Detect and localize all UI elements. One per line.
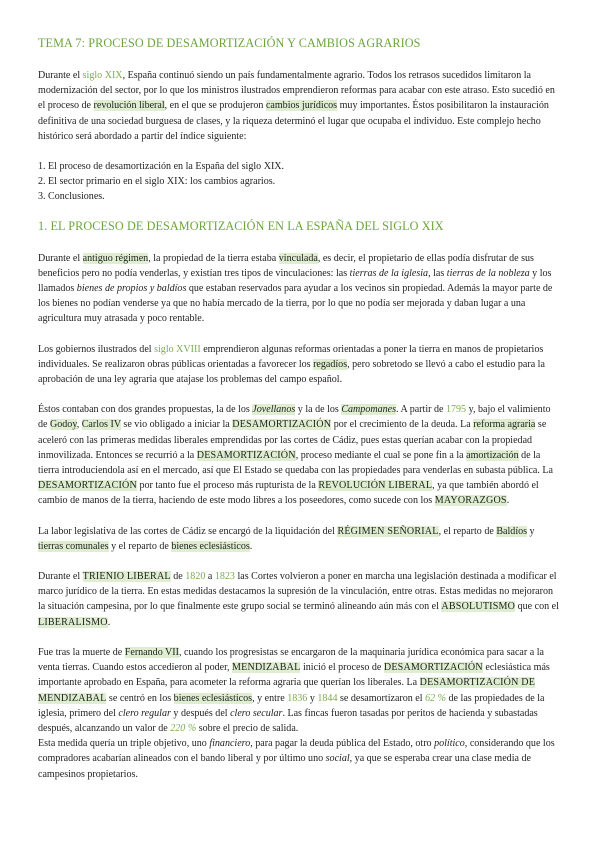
highlight-term: DESAMORTIZACIÓN	[232, 419, 332, 431]
highlight-term: amortización	[466, 449, 519, 461]
highlight-term: siglo XVIII	[154, 343, 201, 355]
section-title: 1. EL PROCESO DE DESAMORTIZACIÓN EN LA ESPAÑA DEL SIGLO XIX	[38, 218, 444, 233]
highlight-term: Godoy	[50, 419, 77, 431]
highlight-term: DESAMORTIZACIÓN	[196, 449, 296, 461]
highlight-term: Fernando VII	[124, 646, 179, 658]
paragraph: La labor legislativa de las cortes de Cádiz se encargó de la liquidación del RÉGIMEN SEÑORIAL, el reparto de Baldíos y tierras comunales y el reparto de bienes eclesiásticos.	[38, 525, 535, 552]
highlight-term: 62 %	[425, 692, 447, 704]
highlight-term: LIBERALISMO	[38, 616, 108, 628]
highlight-term: 1795	[445, 404, 467, 416]
document-page	[38, 36, 562, 782]
highlight-term: Jovellanos	[252, 404, 296, 416]
highlight-term: 1823	[214, 571, 235, 583]
highlight-term: siglo XIX	[82, 70, 123, 81]
index-item: 1. El proceso de desamortización en la España del siglo XIX.	[38, 161, 285, 173]
highlight-term: bienes eclesiásticos	[173, 692, 253, 704]
highlight-term: DESAMORTIZACIÓN	[38, 480, 137, 492]
highlight-term: 1820	[185, 571, 206, 583]
index-list	[38, 159, 562, 205]
highlight-term: ABSOLUTISMO	[441, 601, 516, 613]
highlight-term: RÉGIMEN SEÑORIAL	[337, 525, 439, 537]
highlight-term: 1844	[317, 692, 338, 704]
highlight-term: REVOLUCIÓN LIBERAL	[318, 480, 433, 492]
intro-paragraph: Durante el siglo XIX, España continuó siendo un país fundamentalmente agrario. Todos los retrasos sucedidos limitaron la modernización del sector, por lo que los ministros ilustrados emprendieron reformas para acabar con este atraso. Esto sucedió en el proceso de revolución liberal, en el que se produjeron cambios jurídicos muy importantes. Éstos posibilitaron la instauración definitiva de una sociedad burguesa de clases, y la riqueza determinó el lugar que ocupaba el individuo. Este complejo hecho histórico será abordado a partir del índice siguiente:	[38, 70, 555, 142]
highlight-term: 220 %	[170, 722, 197, 734]
highlight-term: Campomanes	[341, 404, 397, 416]
index-item: 2. El sector primario en el siglo XIX: los cambios agrarios.	[38, 176, 276, 188]
highlight-term: DESAMORTIZACIÓN	[383, 662, 483, 674]
paragraph: Éstos contaban con dos grandes propuestas, la de los Jovellanos y la de los Campomanes. A partir de 1795 y, bajo el valimiento de Godoy, Carlos IV se vio obligado a iniciar la DESAMORTIZACIÓN por el crecimiento de la deuda. La reforma agraria se aceleró con las primeras medidas liberales emprendidas por las cortes de Cádiz, pues estas querían acabar con la propiedad inmovilizada. Entonces se recurrió a la DESAMORTIZACIÓN, proceso mediante el cual se pone fin a la amortización de la tierra introduciendola así en el mercado, así que El Estado se quedaba con las propiedades para venderlas en subasta pública. La DESAMORTIZACIÓN por tanto fue el proceso más rupturista de la REVOLUCIÓN LIBERAL, ya que también abordó el cambio de manos de la tierra, haciendo de este modo libres a los poseedores, como sucede con los MAYORAZGOS.	[38, 404, 553, 507]
paragraph: Esta medida quería un triple objetivo, uno financiero, para pagar la deuda pública del Estado, otro político, considerando que los compradores acabarían alineados con el bando liberal y por último uno social, ya que se esperaba crear una clase media de campesinos propietarios.	[38, 738, 555, 780]
highlight-term: DESAMORTIZACIÓN DE MENDIZABAL	[38, 677, 536, 704]
highlight-term: tierras comunales	[38, 540, 109, 552]
highlight-term: antiguo régimen	[82, 252, 149, 264]
paragraph: Los gobiernos ilustrados del siglo XVIII emprendieron algunas reformas orientadas a poner la tierra en manos de propietarios individuales. Se realizaron obras públicas orientadas a favorecer los regadíos, pero sobretodo se llevó a cabo el estudio para la aprobación de una ley agraria que atajase los problemas del campo español.	[38, 343, 545, 386]
highlight-term: Carlos IV	[81, 419, 121, 431]
highlight-term: regadíos	[313, 358, 348, 370]
document-title: TEMA 7: PROCESO DE DESAMORTIZACIÓN Y CAMBIOS AGRARIOS	[38, 36, 421, 50]
highlight-term: MAYORAZGOS	[434, 495, 507, 507]
paragraph: Durante el antiguo régimen, la propiedad de la tierra estaba vinculada, es decir, el propietario de ellas podía disfrutar de sus beneficios pero no podía venderlas, y existían tres tipos de vinculaciones: las tierras de la iglesia, las tierras de la nobleza y los llamados bienes de propios y baldíos que estaban reservados para ayudar a los vecinos sin propiedad. Además la mayor parte de los bienes no podían venderse ya que no había mercado de la tierra, por lo que no podía ser mejorada y daban lugar a una agricultura muy atrasada y poco rentable.	[38, 252, 553, 325]
highlight-term: cambios jurídicos	[265, 100, 338, 112]
highlight-term: revolución liberal	[93, 100, 165, 112]
highlight-term: reforma agraria	[473, 419, 536, 431]
highlight-term: 1836	[287, 692, 308, 704]
index-item: 3. Conclusiones.	[38, 191, 105, 203]
highlight-term: vinculada	[278, 252, 318, 264]
highlight-term: MENDIZABAL	[232, 662, 301, 674]
highlight-term: bienes eclesiásticos	[171, 540, 250, 552]
highlight-term: Baldíos	[496, 525, 528, 537]
paragraph: Durante el TRIENIO LIBERAL de 1820 a 1823 las Cortes volvieron a poner en marcha una legislación destinada a modificar el marco jurídico de la tierra. En estas medidas destacamos la supresión de la vinculación, entre otras. Estas medidas no mejoraron la situación campesina, por lo que finalmente este grupo social se terminó alineando aún más con el ABSOLUTISMO que con el LIBERALISMO.	[38, 571, 559, 628]
highlight-term: TRIENIO LIBERAL	[82, 571, 171, 583]
paragraph: Fue tras la muerte de Fernando VII, cuando los progresistas se encargaron de la maquinaria jurídica económica para sacar a la venta tierras. Cuando estos accedieron al poder, MENDIZABAL inició el proceso de DESAMORTIZACIÓN eclesiástica más importante aprobado en España, para acometer la reforma agraria que querían los liberales. La DESAMORTIZACIÓN DE MENDIZABAL se centró en los bienes eclesiásticos, y entre 1836 y 1844 se desamortizaron el 62 % de las propiedades de la iglesia, primero del clero regular y después del clero secular. Las fincas fueron tasadas por peritos de hacienda y subastadas después, alcanzando un valor de 220 % sobre el precio de salida.	[38, 646, 550, 734]
